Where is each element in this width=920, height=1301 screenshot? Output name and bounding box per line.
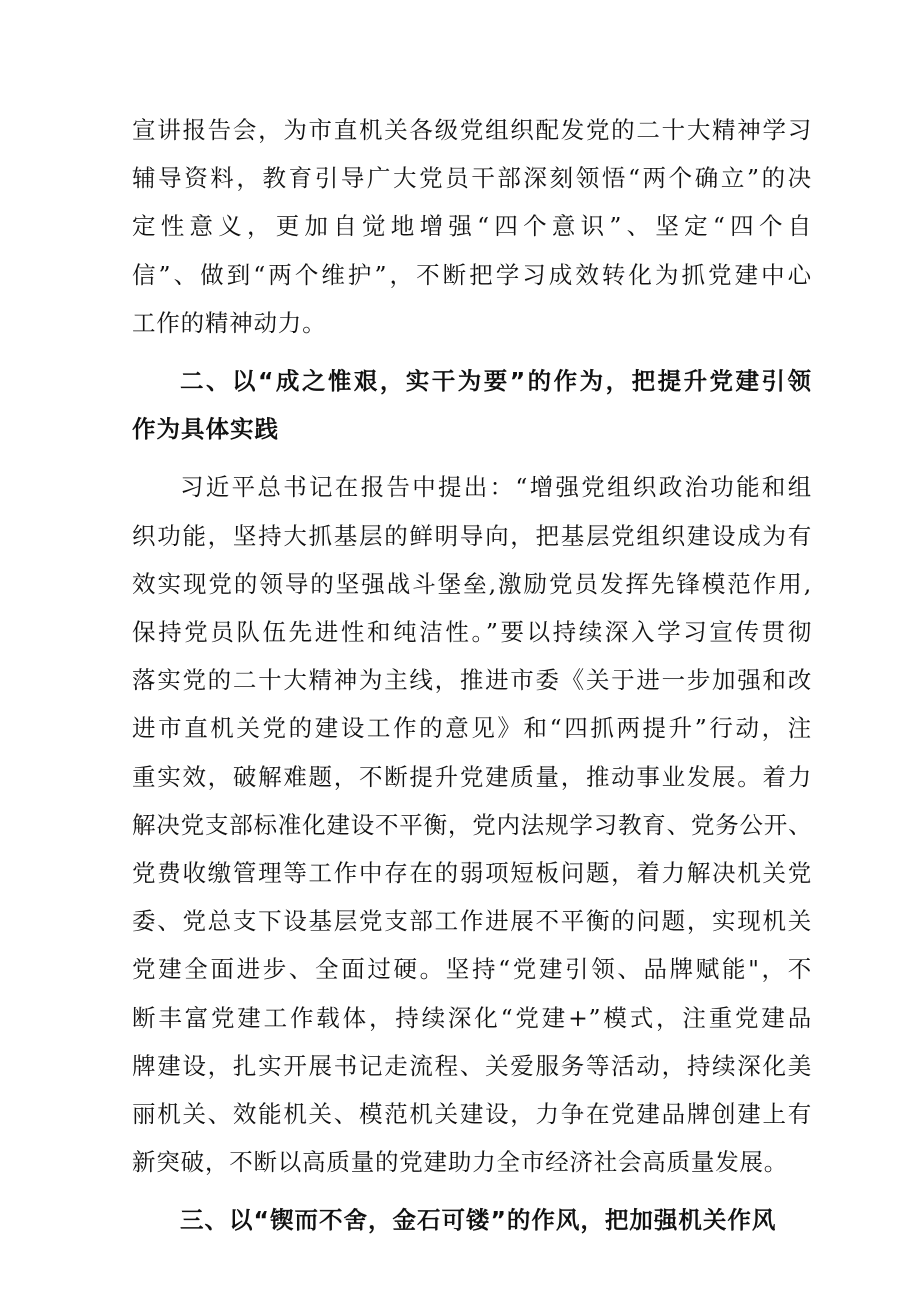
text-line: 保持党员队伍先进性和纯洁性。”要以持续深入学习宣传贯彻 — [132, 618, 812, 647]
heading-line: 二、以“成之惟艰，实干为要”的作为，把提升党建引领 — [180, 367, 812, 396]
text-line: 定性意义，更加自觉地增强“四个意识”、坚定“四个自 — [132, 212, 812, 241]
text-line: 进市直机关党的建设工作的意见》和“四抓两提升”行动，注 — [132, 714, 812, 743]
text-line: 工作的精神动力。 — [132, 308, 327, 337]
text-line: 牌建设，扎实开展书记走流程、关爱服务等活动，持续深化美 — [132, 1051, 812, 1080]
paragraph-2 — [132, 463, 812, 1186]
text-line: 信”、做到“两个维护”，不断把学习成效转化为抓党建中心 — [132, 260, 812, 289]
text-line: 党费收缴管理等工作中存在的弱项短板问题，着力解决机关党 — [132, 859, 812, 888]
text-line: 宣讲报告会，为市直机关各级党组织配发党的二十大精神学习 — [132, 116, 812, 144]
text-line: 丽机关、效能机关、模范机关建设，力争在党建品牌创建上有 — [132, 1100, 812, 1129]
text-line: 落实党的二十大精神为主线，推进市委《关于进一步加强和改 — [132, 666, 812, 695]
heading-line: 作为具体实践 — [132, 415, 279, 444]
section-heading-3 — [132, 1196, 812, 1244]
document-page — [132, 106, 812, 1245]
text-line: 新突破，不断以高质量的党建助力全市经济社会高质量发展。 — [132, 1148, 789, 1177]
text-line: 断丰富党建工作载体，持续深化“党建+”模式，注重党建品 — [132, 1003, 812, 1032]
heading-line: 三、以“锲而不舍，金石可镂”的作风，把加强机关作风 — [180, 1206, 777, 1235]
text-line: 习近平总书记在报告中提出：“增强党组织政治功能和组 — [180, 473, 812, 502]
text-line: 重实效，破解难题，不断提升党建质量，推动事业发展。着力 — [132, 762, 812, 791]
paragraph-1 — [132, 106, 812, 347]
text-line: 党建全面进步、全面过硬。坚持“党建引领、品牌赋能"，不 — [132, 955, 812, 984]
text-line: 辅导资料，教育引导广大党员干部深刻领悟“两个确立”的决 — [132, 164, 812, 193]
text-line: 效实现党的领导的坚强战斗堡垒,激励党员发挥先锋模范作用, — [132, 569, 812, 598]
text-line: 织功能，坚持大抓基层的鲜明导向，把基层党组织建设成为有 — [132, 521, 812, 550]
text-line: 解决党支部标准化建设不平衡，党内法规学习教育、党务公开、 — [132, 810, 812, 839]
text-line: 委、党总支下设基层党支部工作进展不平衡的问题，实现机关 — [132, 907, 812, 936]
section-heading-2 — [132, 357, 812, 453]
